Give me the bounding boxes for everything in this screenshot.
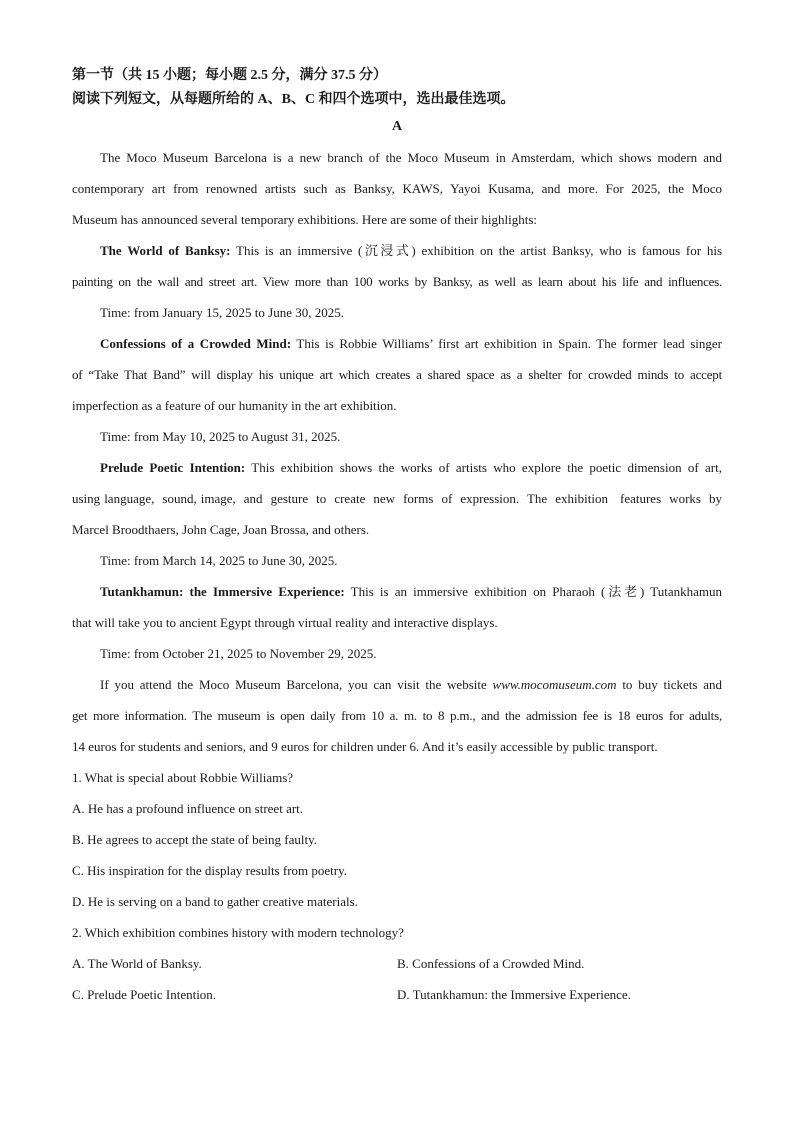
intro-line: The Moco Museum Barcelona is a new branch of the Moco Museum in Amsterdam, which shows modern and	[100, 150, 722, 165]
question-stem: 2. Which exhibition combines history with modern technology?	[72, 925, 404, 940]
option-a[interactable]: A. He has a profound influence on street art.	[72, 801, 304, 816]
exhibition-text-line: Marcel Broodthaers, John Cage, Joan Brossa, and others.	[72, 522, 370, 537]
section-header: 第一节（共 15 小题；每小题 2.5 分，满分 37.5 分）	[72, 68, 387, 83]
exam-page	[72, 64, 722, 1010]
exhibition-time: Time: from January 15, 2025 to June 30, 2025.	[100, 305, 344, 320]
intro-line: contemporary art from renowned artists such as Banksy, KAWS, Yayoi Kusama, and more. For 2025, the Moco	[72, 181, 722, 196]
exhibition-banksy	[72, 235, 722, 266]
exhibition-title: Confessions of a Crowded Mind:	[100, 336, 292, 351]
exhibition-text: This is an immersive (沉浸式) exhibition on the artist Banksy, who is famous for his	[230, 243, 722, 258]
closing-text: to buy tickets and	[616, 677, 722, 692]
option-b[interactable]: B. He agrees to accept the state of being faulty.	[72, 832, 317, 847]
option-c[interactable]: C. His inspiration for the display results from poetry.	[72, 863, 348, 878]
exhibition-time: Time: from May 10, 2025 to August 31, 2025.	[100, 429, 341, 444]
closing-paragraph	[72, 669, 722, 700]
options-row	[72, 948, 722, 979]
exhibition-prelude	[72, 452, 722, 483]
options-row	[72, 979, 722, 1010]
exhibition-text-line: that will take you to ancient Egypt through virtual reality and interactive displays.	[72, 615, 498, 630]
option-d[interactable]: D. Tutankhamun: the Immersive Experience.	[397, 987, 631, 1002]
exhibition-title: Prelude Poetic Intention:	[100, 460, 246, 475]
exhibition-text-line: painting on the wall and street art. View more than 100 works by Banksy, as well as learn about his life and influences.	[72, 274, 722, 289]
exhibition-title: The World of Banksy:	[100, 243, 231, 258]
option-c[interactable]: C. Prelude Poetic Intention.	[72, 987, 217, 1002]
exhibition-text-line: imperfection as a feature of our humanity in the art exhibition.	[72, 398, 397, 413]
exhibition-text: This is an immersive exhibition on Pharaoh (法老) Tutankhamun	[344, 584, 722, 599]
passage-label: A	[391, 119, 403, 134]
exhibition-confessions	[72, 328, 722, 359]
website-link[interactable]: www.mocomuseum.com	[492, 677, 617, 692]
option-a[interactable]: A. The World of Banksy.	[72, 956, 202, 971]
option-d[interactable]: D. He is serving on a band to gather creative materials.	[72, 894, 358, 909]
option-b[interactable]: B. Confessions of a Crowded Mind.	[397, 956, 585, 971]
closing-text-line: get more information. The museum is open daily from 10 a. m. to 8 p.m., and the admission fee is 18 euros for adults,	[72, 708, 722, 723]
question-stem: 1. What is special about Robbie Williams?	[72, 770, 294, 785]
exhibition-text-line: using language, sound, image, and gesture to create new forms of expression. The exhibition features works by	[72, 491, 722, 506]
instruction: 阅读下列短文，从每题所给的 A、B、C 和四个选项中，选出最佳选项。	[72, 92, 515, 107]
exhibition-tutankhamun	[72, 576, 722, 607]
exhibition-time: Time: from March 14, 2025 to June 30, 2025.	[100, 553, 338, 568]
exhibition-time: Time: from October 21, 2025 to November 29, 2025.	[100, 646, 377, 661]
exhibition-text: This exhibition shows the works of artists who explore the poetic dimension of art,	[245, 460, 722, 475]
intro-line: Museum has announced several temporary exhibitions. Here are some of their highlights:	[72, 212, 537, 227]
exhibition-title: Tutankhamun: the Immersive Experience:	[100, 584, 345, 599]
exhibition-text-line: of “Take That Band” will display his unique art which creates a shared space as a shelter for crowded minds to accept	[72, 367, 722, 382]
closing-text: If you attend the Moco Museum Barcelona, you can visit the website	[100, 677, 493, 692]
closing-text-line: 14 euros for students and seniors, and 9 euros for children under 6. And it’s easily accessible by public transport.	[72, 739, 658, 754]
exhibition-text: This is Robbie Williams’ first art exhibition in Spain. The former lead singer	[291, 336, 722, 351]
